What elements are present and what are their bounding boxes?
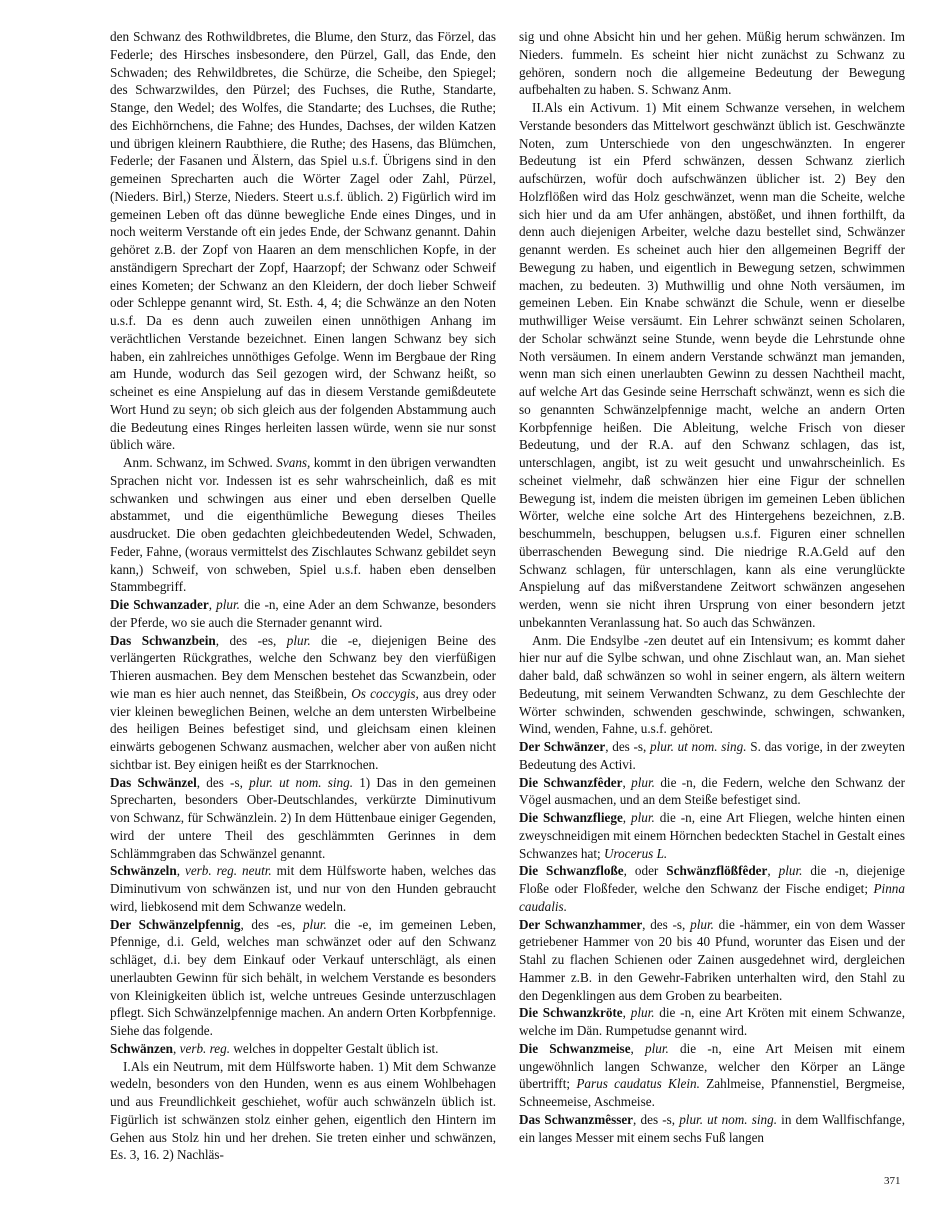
italic-term: plur. xyxy=(302,916,327,932)
entry-text: die -e, im gemeinen Leben, Pfennige, d.i. Geld, welches man schwänzet oder auf den Schwanz schläget, d.i. bey dem Einkauf oder Verkauf unterschlägt, als einen unerlaubten Gewinn für sich behält, in welchem Verstande es besonders von Kleinigkeiten üblich ist, welche untreues Gesinde unterzuschlagen pflegt. Sich Schwänzelpfennige machen. An andern Orten Korbpfennige. Siehe das folgende. xyxy=(110,916,496,1038)
entry-headword: Die Schwanzkröte xyxy=(519,1005,623,1021)
dictionary-entry xyxy=(519,99,905,632)
right-column xyxy=(519,28,905,1146)
dictionary-entry xyxy=(519,862,905,915)
entry-text: , des -es, xyxy=(215,632,287,648)
entry-text: kommt in den übrigen verwandten Sprachen nicht vor. Indessen ist es sehr wahrscheinlich, daß es mit schwanken und schwingen aus einer und eben derselben Quelle abstammet, und die eigenthümliche Bewegung dieses Theiles ausdrucket. Die oben gedachten gleichbedeutenden Wedel, Schwaden, Feder, Fahne, (woraus vermittelst des Zischlautes Schwanz gebildet seyn kann,) Schweif, von schweben, Spiel u.s.f. haben eben denselben Stammbegriff. xyxy=(110,455,496,595)
italic-term: plur. ut nom. sing. xyxy=(249,774,353,790)
entry-text: S. das vorige, in der zweyten Bedeutung des Activi. xyxy=(519,739,905,772)
entry-text: sig und ohne Absicht hin und her gehen. Müßig herum schwänzen. Im Nieders. fummeln. Es scheint hier nicht zunächst zu Schwanz zu gehören, sondern noch die allgemeine Bedeutung der Bewegung aufbehalten zu haben. S. Schwanz Anm. xyxy=(519,29,905,98)
entry-text: , xyxy=(630,1040,646,1056)
dictionary-entry xyxy=(519,1111,905,1147)
italic-term: plur. xyxy=(216,597,240,612)
entry-headword: Das Schwänzel xyxy=(110,774,197,790)
italic-term: plur. ut nom. sing. xyxy=(650,739,747,754)
entry-text: mit dem Hülfsworte haben, welches das Diminutivum von schwänzen ist, und nur von den Hunden gebraucht wird, liebkosend mit dem Schwanze wedeln. xyxy=(110,863,496,914)
page-number: 371 xyxy=(884,1175,901,1187)
italic-term: Svans, xyxy=(276,455,311,470)
entry-text: Anm. Die Endsylbe -zen deutet auf ein Intensivum; es kommt daher hier nur auf die Sylbe schwan, und ohne Zischlaut wan, an. Man siehet daher bald, daß schwänzen so wohl in seiner engern, als ältern weitern Bedeutung, mit seinem Verwandten Schwanz, zu dem Geschlechte der Wörter schwinden, schwenden geschwinde, schwingen, schwanken, Wind, wenden, Fahne, u.s.f. gehöret. xyxy=(519,632,905,737)
entry-text: aus drey oder vier kleinen beweglichen Beinen, welche an dem untersten Wirbelbeine des heiligen Beines befestiget sind, und gleichsam einen kleinen einwärts gebogenen Schwanz ausmachen, welcher aber von außen nicht sichtbar ist. Bey einigen heißt es der Starrknochen. xyxy=(110,685,496,772)
italic-term: verb. reg. xyxy=(179,1040,231,1056)
italic-term: verb. reg. neutr. xyxy=(184,863,272,879)
entry-text: , xyxy=(767,863,779,879)
entry-text: , des -es, xyxy=(240,916,303,932)
entry-headword: Der Schwänzer xyxy=(519,739,606,754)
dictionary-entry xyxy=(519,774,905,810)
entry-text: die -n, eine Art Fliegen, welche hinten einen zweyschneidigen mit einem Hörnchen bedeckten Stachel in Gestalt eines Schwanzes hat; xyxy=(519,810,905,861)
dictionary-entry xyxy=(110,1058,496,1165)
entry-text: die -n, diejenige Floße oder Floßfeder, welche den Schwanz der Fische endiget; xyxy=(519,863,905,896)
entry-headword: Der Schwänzelpfennig xyxy=(110,916,241,932)
entry-text: die -e, diejenigen Beine des verlängerten Rückgrathes, welche den Schwanz bey den vierfüßigen Thieren ausmachen. Bey dem Menschen bestehet das Scwanzbein, oder wie man es hier auch nennet, das Steißbein, xyxy=(110,632,496,701)
entry-text: , des -s, xyxy=(633,1111,680,1127)
entry-text: , xyxy=(176,863,185,879)
dictionary-entry xyxy=(110,916,496,1040)
dictionary-entry xyxy=(519,1004,905,1040)
italic-term: plur. xyxy=(630,1005,655,1021)
entry-headword: Der Schwanzhammer xyxy=(519,916,643,932)
entry-headword: Schwänzeln xyxy=(110,863,177,879)
entry-text: in dem Wallfischfange, ein langes Messer mit einem sechs Fuß langen xyxy=(519,1111,905,1145)
italic-term: plur. xyxy=(690,916,714,932)
dictionary-entry xyxy=(110,596,496,632)
entry-text: , des -s, xyxy=(642,916,691,932)
dictionary-entry xyxy=(519,632,905,739)
entry-text: die -n, eine Art Meisen mit einem ungewöhnlich langen Schwanze, welcher den Körper an Länge übertrifft; xyxy=(519,1040,905,1092)
entry-text: 1) Das in den gemeinen Sprecharten, besonders Ober-Deutschlandes, verkürzte Diminutivum von Schwanz, für Schwänzlein. 2) In dem Hüttenbaue einiger Gegenden, wird der untere Theil des geschlämmten Gerinnes in dem Schlämmgraben das Schwänzel genannt. xyxy=(110,774,496,861)
entry-headword: Schwänzen xyxy=(110,1040,174,1056)
entry-headword: Die Schwanzader xyxy=(110,597,209,612)
italic-term: Os coccygis, xyxy=(351,685,419,701)
entry-text: , xyxy=(622,774,632,790)
entry-text: Anm. Schwanz, im Schwed. xyxy=(123,455,277,470)
dictionary-entry xyxy=(110,1040,496,1058)
dictionary-entry xyxy=(110,454,496,596)
italic-term: Pinna caudalis. xyxy=(519,881,905,914)
dictionary-entry xyxy=(519,1040,905,1111)
italic-term: Urocerus L. xyxy=(603,845,668,861)
entry-headword: Das Schwanzmêsser xyxy=(519,1111,634,1127)
dictionary-entry xyxy=(110,632,496,774)
entry-headword: Die Schwanzfloße xyxy=(519,863,624,879)
italic-term: plur. xyxy=(645,1040,669,1056)
italic-term: plur. xyxy=(631,810,655,825)
dictionary-entry xyxy=(519,738,905,774)
entry-text: Zahlmeise, Pfannenstiel, Bergmeise, Schneemeise, Aschmeise. xyxy=(519,1076,905,1109)
dictionary-entry xyxy=(519,28,905,99)
entry-headword: Schwänzflößfêder xyxy=(666,863,768,879)
left-column xyxy=(110,28,496,1164)
italic-term: Parus caudatus Klein. xyxy=(576,1076,700,1092)
entry-headword: Das Schwanzbein xyxy=(110,632,216,648)
entry-text: , des -s, xyxy=(605,739,651,754)
entry-text: , oder xyxy=(623,863,667,879)
dictionary-entry xyxy=(110,28,496,454)
dictionary-entry xyxy=(110,774,496,863)
entry-text: die -n, die Federn, welche den Schwanz der Vögel ausmachen, und an dem Steiße befestiget sind. xyxy=(519,774,906,808)
dictionary-entry xyxy=(519,916,905,1005)
entry-text: , xyxy=(622,810,631,825)
entry-text: , des -s, xyxy=(196,774,250,790)
entry-text: welches in doppelter Gestalt üblich ist. xyxy=(230,1040,439,1056)
italic-term: plur. ut nom. sing. xyxy=(679,1111,778,1127)
italic-term: plur. xyxy=(286,632,311,648)
entry-text: , xyxy=(622,1005,631,1021)
entry-text: II.Als ein Activum. 1) Mit einem Schwanze versehen, in welchem Verstande besonders das Mittelwort geschwänzt üblich ist. Geschwänzte Noten, zum Unterschiede von den ungeschwänzten. In engerer Bedeutung ist ein Pferd schwänzen, dessen Schwanz zierlich aufschürzen, wofür doch aufschwänzen üblicher ist. 2) Bey den Holzflößen wird das Holz geschwänzet, wenn man die Scheite, welche sich hier und da am Ufer anhängen, abstößet, und ihnen forthilft, da denn auch diejenigen Arbeiter, welche dazu bestellet sind, Schwänzer genannt werden. Es scheinet auch hier den allgemeinen Begriff der Bewegung zu haben, und eigentlich in Bewegung setzen, schwimmen machen, zu bedeuten. 3) Muthwillig und ohne Noth versäumen, im gemeinen Leben. Ein Knabe schwänzt die Schule, wenn er dieselbe muthwilliger Weise versäumt. Ein Lehrer schwänzt seinen Scholaren, der Scholar schwänzt seine Stunde, wenn beyde die Lehrstunde ohne Noth versäumen. In einem andern Verstande schwänzt man jemanden, wenn man sich einen unerlaubten Gewinn zu dessen Nachtheil macht, auf welche Art das Gesinde seine Herrschaft schwänzt, wenn es sich die so genannten Schwänzelpfennige macht, welche an andern Orten Korbpfennige heißen. Die Ableitung, welche Frisch von dieser Bedeutung, und der R.A. auf den Schwanz schlagen, das ist, unterschlagen, angibt, ist zu weit gesucht und unwahrscheinlich. Es scheinet vielmehr, daß schwänzen hier eine Figur der schnellen Bewegung ist, indem die meisten übrigen im gemeinen Leben üblichen Wörter, welche eine solche Art des Hintergehens bezeichnen, z.B. beschummeln, beschuppen, belugsen u.s.f. Figuren einer schnellen überraschenden Bewegung sind. Die niedrige R.A.Geld auf den Schwanz schlagen, für unterschlagen, kann als eine verunglückte Anspielung auf das mißverstandene Zeitwort schwänzen angesehen werden, wenn sie nicht ihren Ursprung von einer besondern jetzt unbekannten Veranlassung hat. So auch das Schwänzen. xyxy=(519,100,905,630)
entry-text: I.Als ein Neutrum, mit dem Hülfsworte haben. 1) Mit dem Schwanze wedeln, besonders von den Hunden, wenn es aus einem Wohlbehagen und aus Freundlichkeit geschiehet, wofür auch schwänzeln üblich ist. Figürlich ist schwänzen stolz einher gehen, eigentlich den Hintern im Gehen aus Stolz hin und her drehen. Sie treten einher und schwänzen, Es. 3, 16. 2) Nachläs- xyxy=(110,1058,496,1163)
entry-text: die -n, eine Ader an dem Schwanze, besonders der Pferde, wo sie auch die Sternader genannt wird. xyxy=(110,597,496,630)
entry-headword: Die Schwanzfliege xyxy=(519,810,623,825)
entry-headword: Die Schwanzmeise xyxy=(519,1040,631,1056)
entry-text: die -hämmer, ein von dem Wasser getriebener Hammer von 20 bis 40 Pfund, worunter das Eisen und der Stahl zu flachen Schienen oder Zainen ausgedehnet wird, dergleichen Hammer z.B. in den Gewehr-Fabriken unterhalten wird, den Stahl zu den Degenklingen aus dem Groben zu bearbeiten. xyxy=(519,916,905,1003)
italic-term: plur. xyxy=(778,863,803,879)
entry-headword: Die Schwanzfêder xyxy=(519,774,623,790)
dictionary-entry xyxy=(519,809,905,862)
entry-text: den Schwanz des Rothwildbretes, die Blume, den Sturz, das Förzel, das Federle; des Hirsches insbesondere, den Pürzel, Gall, das Ende, den Schwaden; des Rehwildbretes, die Schürze, die Scheibe, den Spiegel; des Schwarzwildes, den Pürzel; des Fuchses, die Ruthe, Standarte, Stange, den Wedel; des Wolfes, die Standarte; des Luchses, die Ruthe; des Eichhörnchens, die Fahne; des Hundes, Dachses, der wilden Katzen und übrigen kleinern Raubthiere, die Ruthe; des Hasens, das Blümchen, Federle; der Fasanen und Älstern, das Spiel u.s.f. Übrigens sind in den gemeinen Sprecharten auch die Wörter Zagel oder Zahl, Pürzel, (Nieders. Birl,) Sterze, Nieders. Steert u.s.f. üblich. 2) Figürlich wird im gemeinen Leben oft das dünne bewegliche Ende eines Dinges, und in noch weiterm Verstande oft ein jedes Ende, der Schwanz genannt. Dahin gehöret z.B. der Zopf von Haaren an dem menschlichen Kopfe, in der anständigern Sprechart der Zopf, Haarzopf; der Schwanz oder Schweif eines Kometen; der Schwanz an den Kleidern, der doch lieber Schweif oder Schleppe genannt wird, St. Esth. 4, 4; die Schwänze an den Noten u.s.f. Da es denn auch zuweilen einen unnöthigen Anhang im verächtlichen Verstande bezeichnet. Einen langen Schwanz bey sich haben, ein zahlreiches unnöthiges Gefolge. Wenn im Bergbaue der Ring am Hunde, wodurch das Seil gezogen wird, der Schwanz heißt, so scheinet es eine Anspielung auf das in diesem Verstande gemißdeutete Wort Hund zu seyn; ob sich gleich aus der folgenden Abstammung auch die Bedeutung eines Ringes herleiten lassen würde, wenn sie nur sonst üblich wäre. xyxy=(110,29,496,453)
entry-text: , xyxy=(173,1040,180,1056)
entry-text: die -n, eine Art Kröten mit einem Schwanze, welche im Dän. Rumpetudse genannt wird. xyxy=(519,1005,905,1038)
italic-term: plur. xyxy=(631,774,655,790)
dictionary-entry xyxy=(110,862,496,915)
entry-text: , xyxy=(208,597,217,612)
